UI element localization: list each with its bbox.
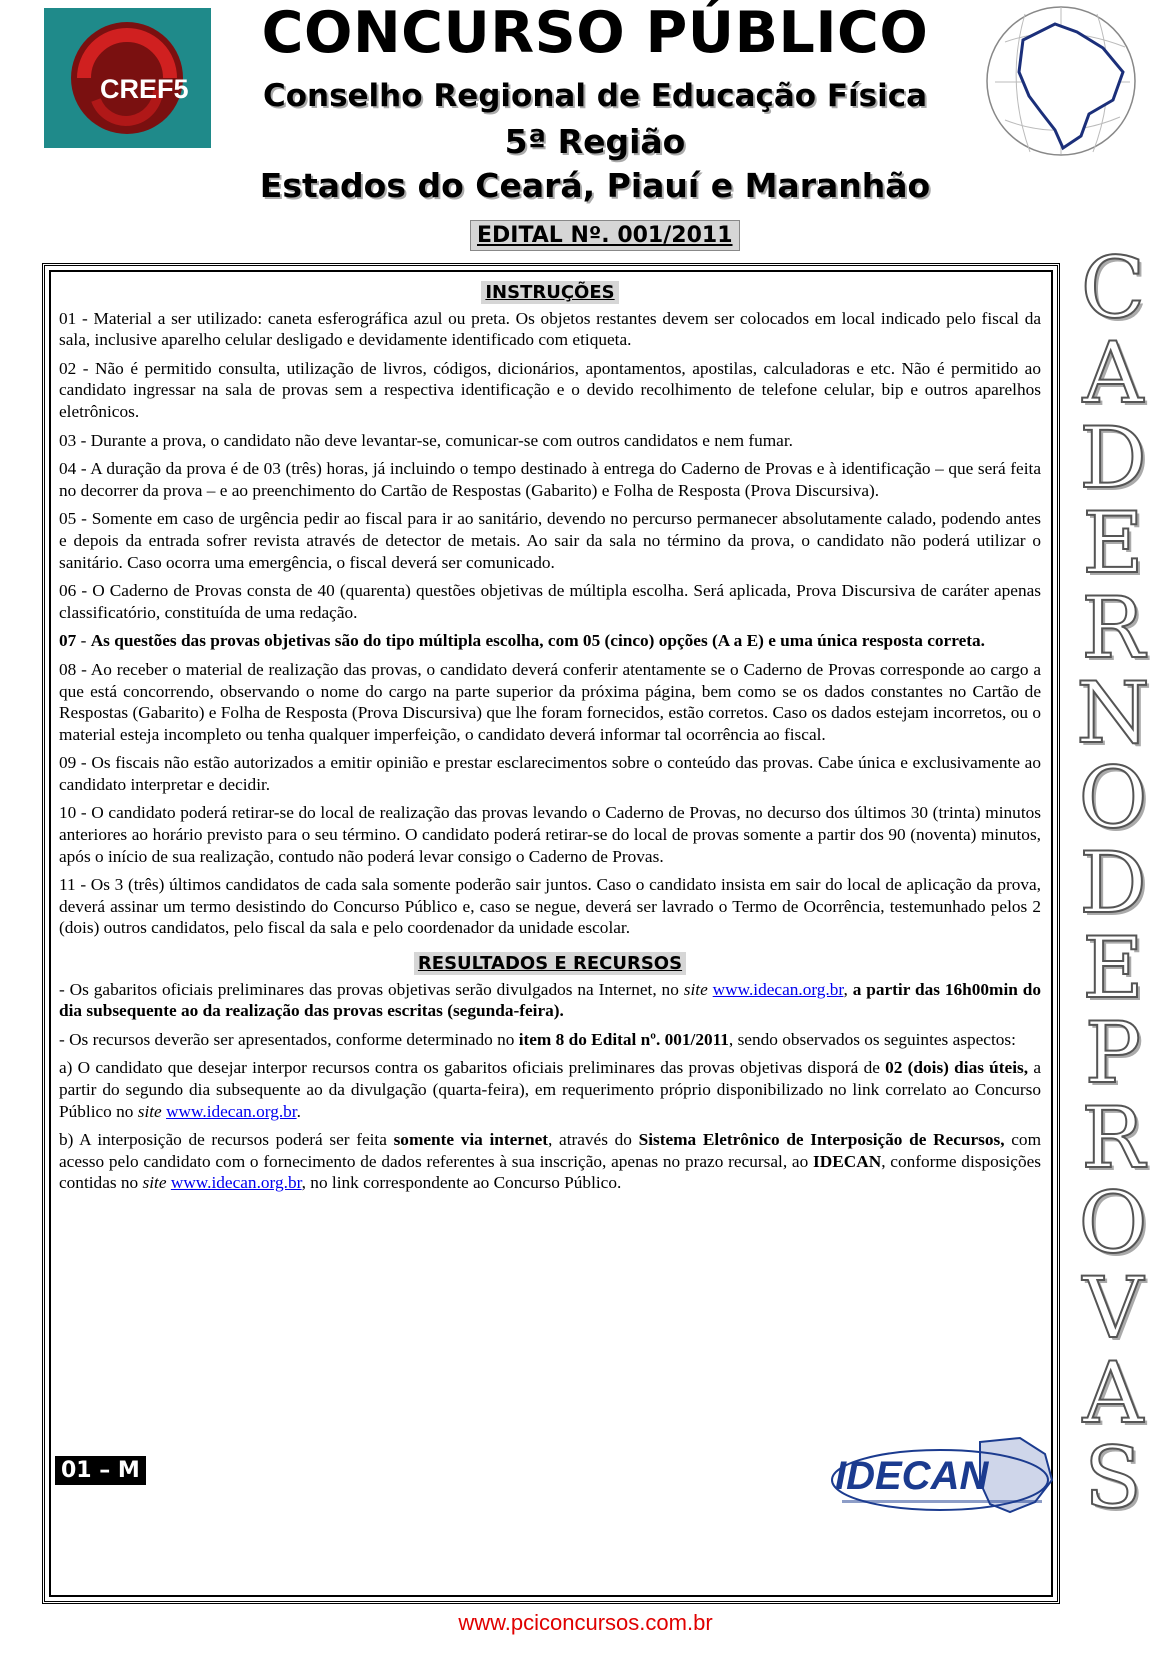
instruction-item: 01 - Material a ser utilizado: caneta esferográfica azul ou preta. Os objetos restantes devem ser colocados em local indicado pelo fiscal da sala, inclusive aparelho celular desligado e devidamente identificado com etiqueta. [59, 308, 1041, 350]
test-code: 01 – M [55, 1456, 146, 1485]
header-region: 5ª Região [504, 122, 686, 161]
idecan-link[interactable]: www.idecan.org.br [712, 979, 844, 999]
instructions-frame [42, 263, 1060, 1604]
edital-number: EDITAL Nº. 001/2011 [470, 220, 740, 251]
results-paragraph: b) A interposição de recursos poderá ser feita somente via internet, através do Sistema Eletrônico de Interposição de Recursos, com acesso pelo candidato com o fornecimento de dados referentes à sua inscrição, apenas no prazo recursal, ao IDECAN, conforme disposições contidas no site www.idecan.org.br, no link correspondente ao Concurso Público. [59, 1130, 1042, 1193]
vertical-letter: S [1084, 1429, 1142, 1527]
instruction-item: 05 - Somente em caso de urgência pedir ao fiscal para ir ao sanitário, devendo no percurso permanecer absolutamente calado, podendo antes e depois da entrada sofrer revista através de detector de metais. Ao sair da sala no término da prova, o candidato não poderá utilizar o sanitário. Caso ocorra uma emergência, o fiscal deverá ser comunicado. [59, 509, 1041, 572]
results-paragraph: - Os recursos deverão ser apresentados, conforme determinado no item 8 do Edital nº. 001/2011, sendo observados os seguintes aspectos: [59, 1029, 1016, 1049]
instructions-content [59, 282, 1041, 1201]
vertical-letter: O [1078, 1174, 1148, 1272]
vertical-letter: D [1079, 834, 1147, 932]
vertical-letter: P [1084, 1004, 1142, 1102]
instruction-item-07: 07 - As questões das provas objetivas são do tipo múltipla escolha, com 05 (cinco) opções (A a E) e uma única resposta correta. [59, 631, 985, 651]
instruction-item: 04 - A duração da prova é de 03 (três) horas, já incluindo o tempo destinado à entrega do Caderno de Provas e à identificação – que será feita no decorrer da prova – e ao preenchimento do Cartão de Respostas (Gabarito) e Folha de Resposta (Prova Discursiva). [59, 459, 1041, 500]
results-paragraph: a) O candidato que desejar interpor recursos contra os gabaritos oficiais preliminares das provas objetivas disporá de 02 (dois) dias úteis, a partir do segundo dia subsequente ao da divulgação (quarta-feira), em requerimento próprio disponibilizado no link correlato ao Concurso Público no site www.idecan.org.br. [59, 1058, 1041, 1121]
results-title: RESULTADOS E RECURSOS [59, 953, 1041, 975]
caderno-de-provas-vertical-title [1058, 239, 1168, 1527]
results-paragraph: - Os gabaritos oficiais preliminares das provas objetivas serão divulgados na Internet, no site www.idecan.org.br, a partir das 16h00min do dia subsequente ao da realização das provas escritas (segunda-feira). [59, 979, 1042, 1021]
vertical-letter: V [1082, 1259, 1144, 1357]
instruction-item: 11 - Os 3 (três) últimos candidatos de cada sala somente poderão sair juntos. Caso o candidato insista em sair do local de aplicação da prova, deverá assinar um termo desistindo do Concurso Público e, caso se negue, deverá ser lavrado o Termo de Ocorrência, testemunhado pelos 2 (dois) outros candidatos, pelo fiscal da sala e pelo coordenador da unidade escolar. [59, 875, 1041, 938]
instruction-item: 08 - Ao receber o material de realização das provas, o candidato deverá conferir atentamente se o Caderno de Provas corresponde ao cargo a que está concorrendo, observando o nome do cargo na parte superior da próxima página, bem como se os dados constantes no Cartão de Respostas (Gabarito) e Folha de Resposta (Prova Discursiva) que lhe foram fornecidos, estão corretos. Caso os dados estejam incorretos, ou o material esteja incompleto ou tenha qualquer imperfeição, o candidato deverá informar tal ocorrência ao fiscal. [59, 659, 1041, 744]
idecan-logo [830, 1432, 1060, 1522]
footer-url[interactable]: www.pciconcursos.com.br [458, 1610, 713, 1635]
instruction-item: 09 - Os fiscais não estão autorizados a emitir opinião e prestar esclarecimentos sobre o conteúdo das provas. Cabe única e exclusivamente ao candidato interpretar e decidir. [59, 753, 1041, 794]
instruction-item: 02 - Não é permitido consulta, utilização de livros, códigos, dicionários, apontamentos, apostilas, calculadoras e etc. Não é permitido ao candidato ingressar na sala de provas sem a respectiva identificação e o devido recolhimento de telefone celular, bip e outros aparelhos eletrônicos. [59, 358, 1041, 421]
vertical-letter: N [1076, 664, 1150, 762]
vertical-letter: R [1081, 1089, 1145, 1187]
instruction-item: 06 - O Caderno de Provas consta de 40 (quarenta) questões objetivas de múltipla escolha. Será aplicada, Prova Discursiva de caráter apenas classificatório, constituída de uma redação. [59, 581, 1041, 622]
idecan-link[interactable]: www.idecan.org.br [166, 1101, 297, 1121]
header-council: Conselho Regional de Educação Física [262, 78, 928, 114]
vertical-letter: A [1082, 1344, 1144, 1442]
instructions-title: INSTRUÇÕES [59, 282, 1041, 304]
instruction-item: 03 - Durante a prova, o candidato não deve levantar-se, comunicar-se com outros candidatos e nem fumar. [59, 430, 793, 450]
idecan-link[interactable]: www.idecan.org.br [170, 1173, 302, 1193]
idecan-logo-text: IDECAN [835, 1454, 989, 1498]
vertical-letter: A [1082, 324, 1144, 422]
header-title: CONCURSO PÚBLICO [261, 0, 929, 66]
cref5-logo [44, 8, 211, 148]
vertical-letter: E [1082, 494, 1144, 592]
vertical-letter: E [1082, 919, 1144, 1017]
cref5-logo-text: CREF5 [100, 74, 189, 104]
vertical-letter: D [1079, 409, 1147, 507]
brazil-globe-icon [985, 2, 1137, 160]
vertical-letter: R [1081, 579, 1145, 677]
vertical-letter: O [1078, 749, 1148, 847]
vertical-letter: C [1080, 239, 1146, 337]
instruction-item: 10 - O candidato poderá retirar-se do local de realização das provas levando o Caderno de Provas, no decurso dos últimos 30 (trinta) minutos anteriores ao horário previsto para o seu término. O candidato poderá retirar-se do local de provas somente a partir dos 90 (noventa) minutos, após o início de sua realização, contudo não poderá levar consigo o Caderno de Provas. [59, 803, 1041, 866]
header-states: Estados do Ceará, Piauí e Maranhão [259, 166, 931, 205]
